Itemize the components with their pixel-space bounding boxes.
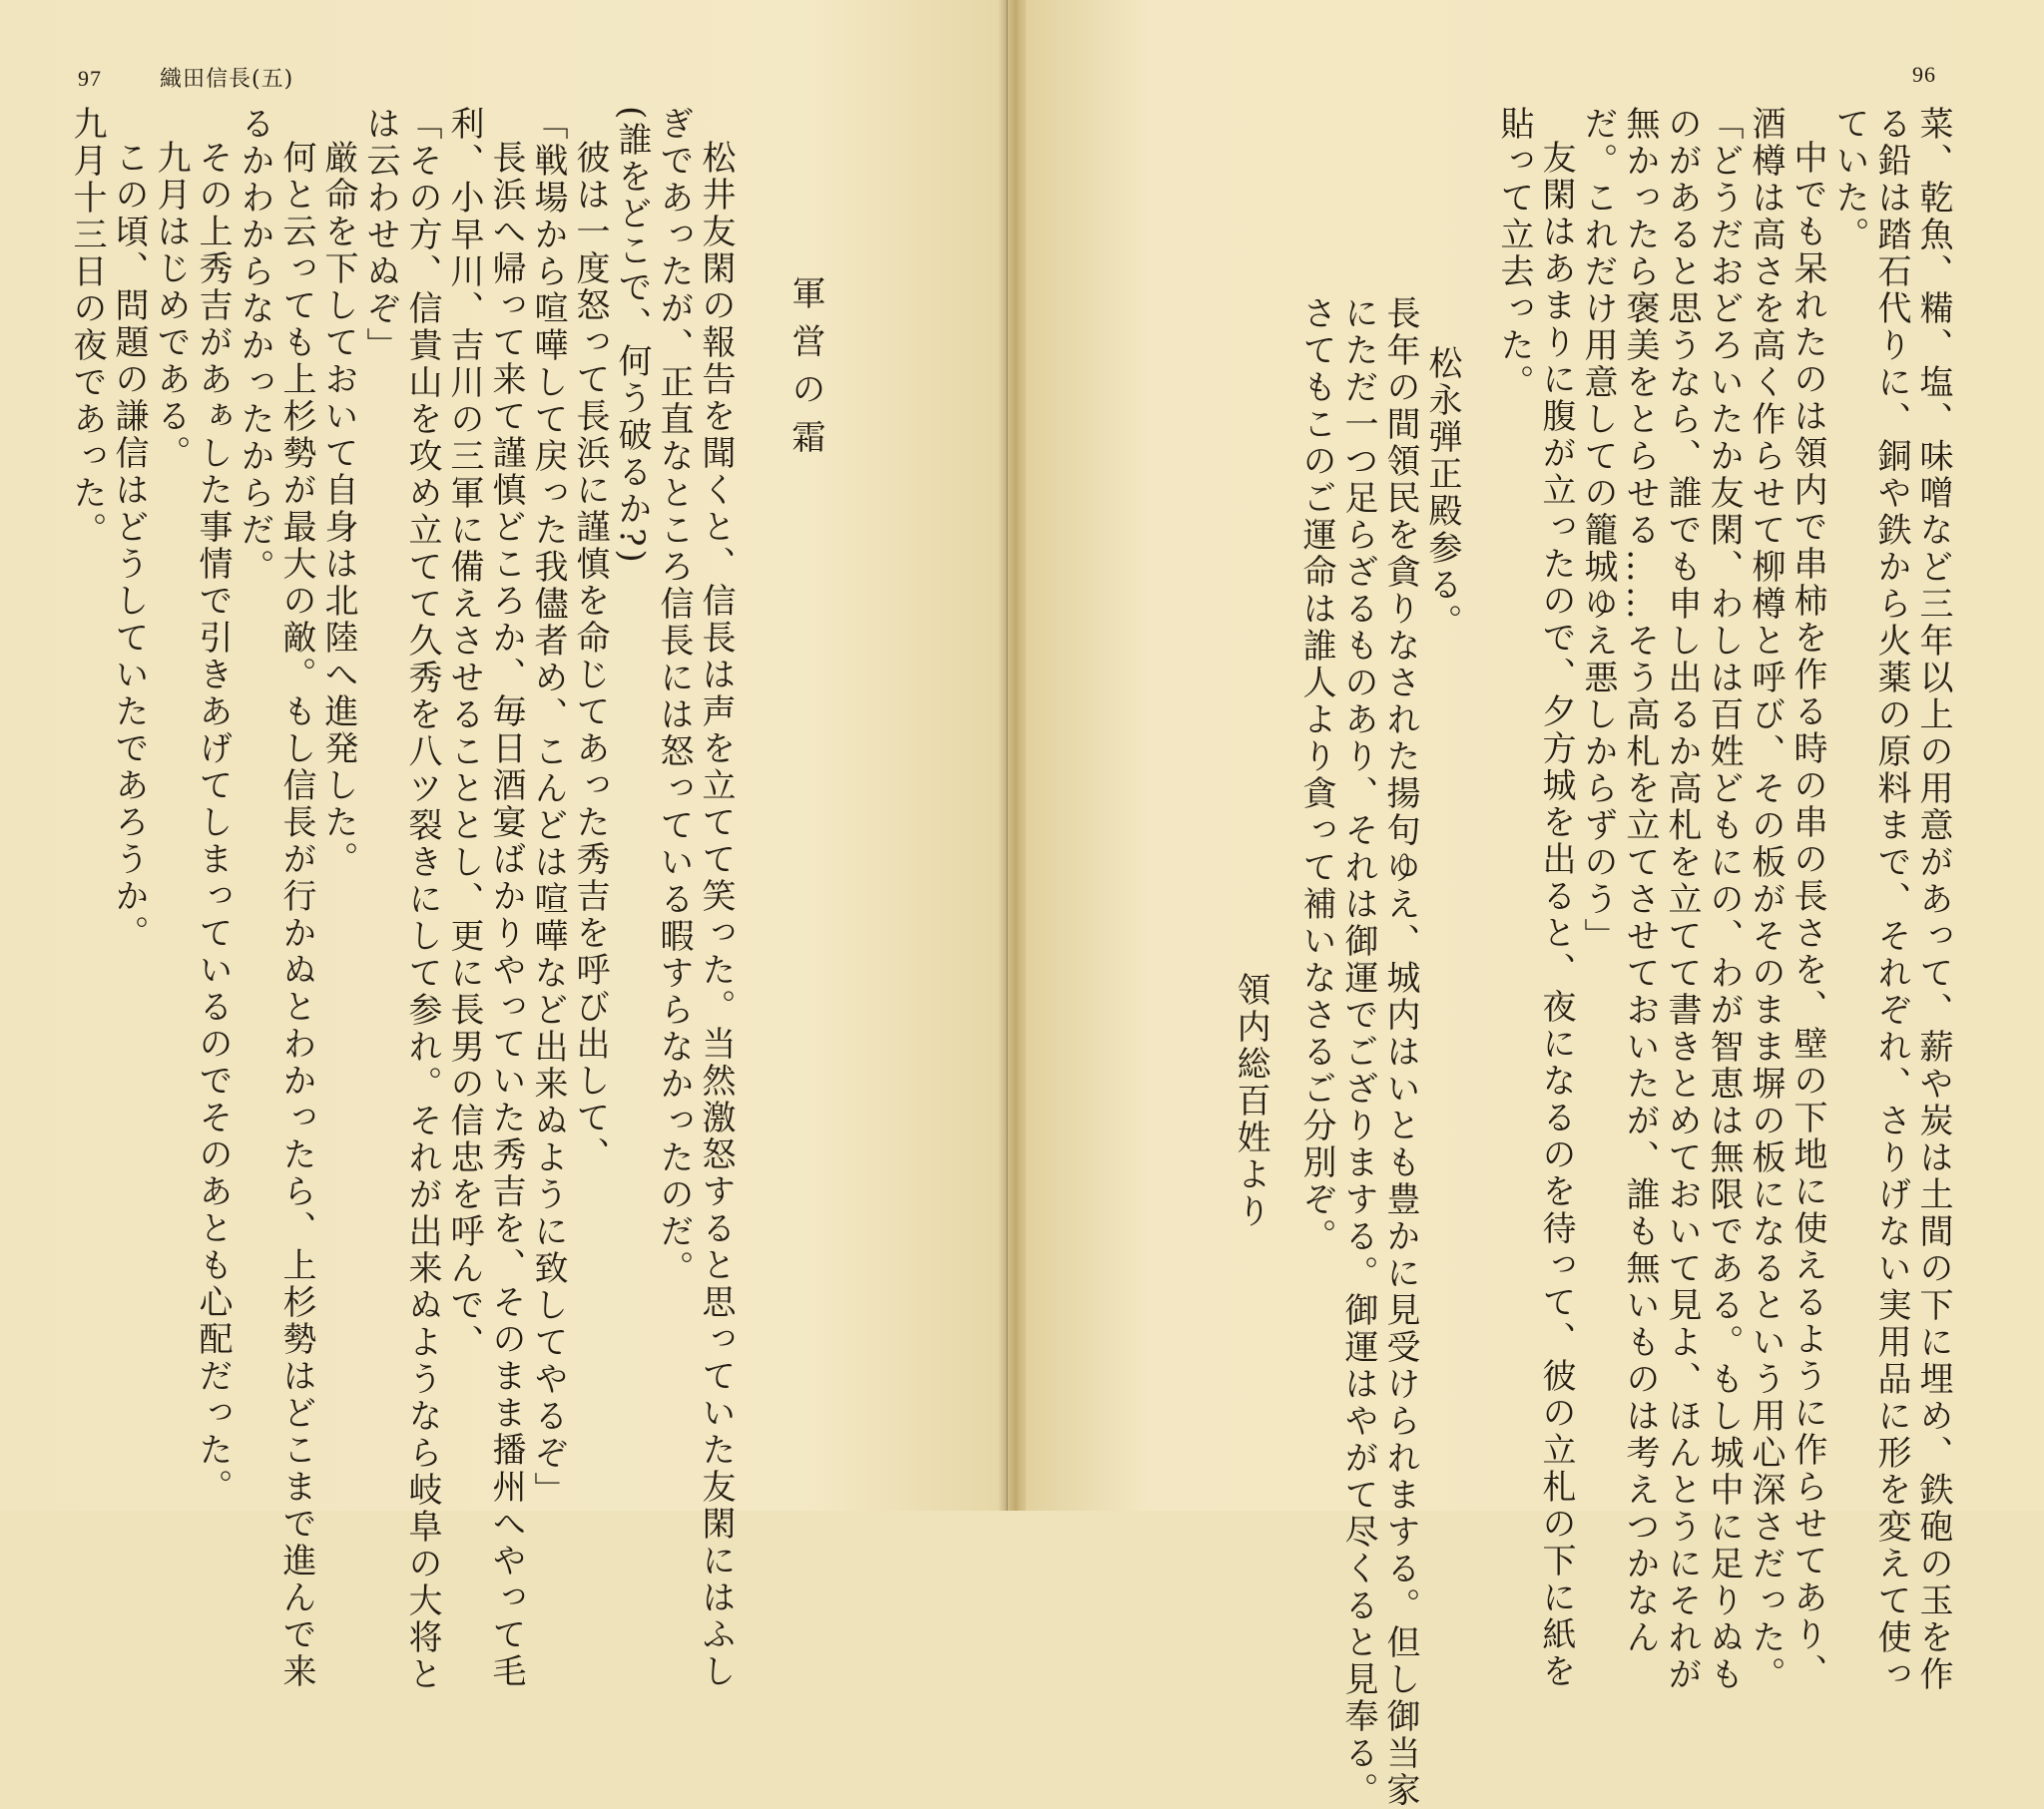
text-line: は云わせぬぞ」	[360, 106, 400, 364]
right-page-body	[1231, 106, 1954, 1809]
section-title: 軍営の霜	[785, 275, 825, 467]
text-line: (誰をどこで、何う破るか?)	[612, 106, 652, 566]
text-line: 長浜へ帰って来て謹慎どころか、毎日酒宴ばかりやっていた秀吉を、そのまま播州へやって毛	[486, 140, 526, 1690]
text-line: さてもこのご運命は誰人より貪って補いなさるご分別ぞ。	[1296, 295, 1336, 1255]
text-line: 貼って立去った。	[1494, 106, 1534, 401]
text-line: 彼は一度怒って長浜に謹慎を命じてあった秀吉を呼び出して、	[570, 140, 610, 1173]
text-line: 「その方、信貴山を攻め立てて久秀を八ツ裂きにして参れ。それが出来ぬようなら岐阜の大将と	[402, 106, 442, 1693]
text-line: 利、小早川、吉川の三軍に備えさせることとし、更に長男の信忠を呼んで、	[444, 106, 484, 1361]
text-line: 菜、乾魚、糒、塩、味噌など三年以上の用意があって、薪や炭は土間の下に埋め、鉄砲の玉を作	[1913, 106, 1953, 1693]
left-page-header	[78, 62, 293, 93]
text-line: る鉛は踏石代りに、銅や鉄から火薬の原料まで、それぞれ、さりげない実用品に形を変えて使っ	[1871, 106, 1911, 1693]
text-line: 九月はじめである。	[151, 140, 191, 472]
text-line: ぎであったが、正直なところ信長には怒っている暇すらなかったのだ。	[654, 106, 694, 1287]
left-page-body	[48, 106, 826, 1693]
running-title: 織田信長(五)	[160, 67, 294, 92]
text-line: 九月十三日の夜であった。	[67, 106, 107, 549]
text-line: のがあると思うなら、誰でも申し出るか高札を立てて書きとめておいて見よ、ほんとうにそれが	[1662, 106, 1702, 1693]
book-gutter	[1006, 0, 1028, 1511]
text-line: その上秀吉があぁした事情で引きあげてしまっているのでそのあとも心配だった。	[193, 140, 233, 1506]
text-line: 中でも呆れたのは領内で串柿を作る時の串の長さを、壁の下地に使えるように作らせてあり、	[1788, 140, 1827, 1690]
text-line: 無かったら褒美をとらせる……そう高札を立てさせておいたが、誰も無いものは考えつかなん	[1620, 106, 1660, 1656]
text-line: 松井友閑の報告を聞くと、信長は声を立てて笑った。当然激怒すると思っていた友閑にはふし	[696, 140, 736, 1690]
text-line: 何と云っても上杉勢が最大の敵。もし信長が行かぬとわかったら、上杉勢はどこまで進んで来	[276, 140, 316, 1690]
text-line: 厳命を下しておいて自身は北陸へ進発した。	[318, 140, 358, 878]
text-line: この頃、問題の謙信はどうしていたであろうか。	[109, 140, 149, 952]
text-line: ていた。	[1829, 106, 1869, 253]
page-edge-shadow	[998, 0, 1008, 1511]
text-line: 長年の間領民を貪りなされた揚句ゆえ、城内はいとも豊かに見受けられまする。但し御当家	[1380, 295, 1420, 1809]
right-page-header	[1912, 62, 1936, 88]
left-page-number: 97	[78, 66, 102, 91]
text-line: にただ一つ足らざるものあり、それは御運でござりまする。御運はやがて尽くると見奉る。	[1338, 295, 1378, 1809]
signature-line: 領内総百姓より	[1231, 972, 1271, 1230]
text-line: 友閑はあまりに腹が立ったので、夕方城を出ると、夜になるのを待って、彼の立札の下に紙を	[1536, 140, 1576, 1690]
text-line: 酒樽は高さを高く作らせて柳樽と呼び、その板がそのまま塀の板になるという用心深さだった。	[1746, 106, 1786, 1693]
text-line: 「どうだおどろいたか友閑、わしは百姓どもにの、わが智恵は無限である。もし城中に足りぬも	[1704, 106, 1744, 1693]
text-line: だ。これだけ用意しての籠城ゆえ悪しからずのう」	[1578, 106, 1618, 955]
right-page-number: 96	[1912, 62, 1936, 87]
text-line: るかわからなかったからだ。	[235, 106, 274, 586]
text-line: 「戦場から喧嘩して戻った我儘者め、こんどは喧嘩など出来ぬように致してやるぞ」	[528, 106, 568, 1509]
text-line: 松永弾正殿参る。	[1422, 345, 1462, 641]
